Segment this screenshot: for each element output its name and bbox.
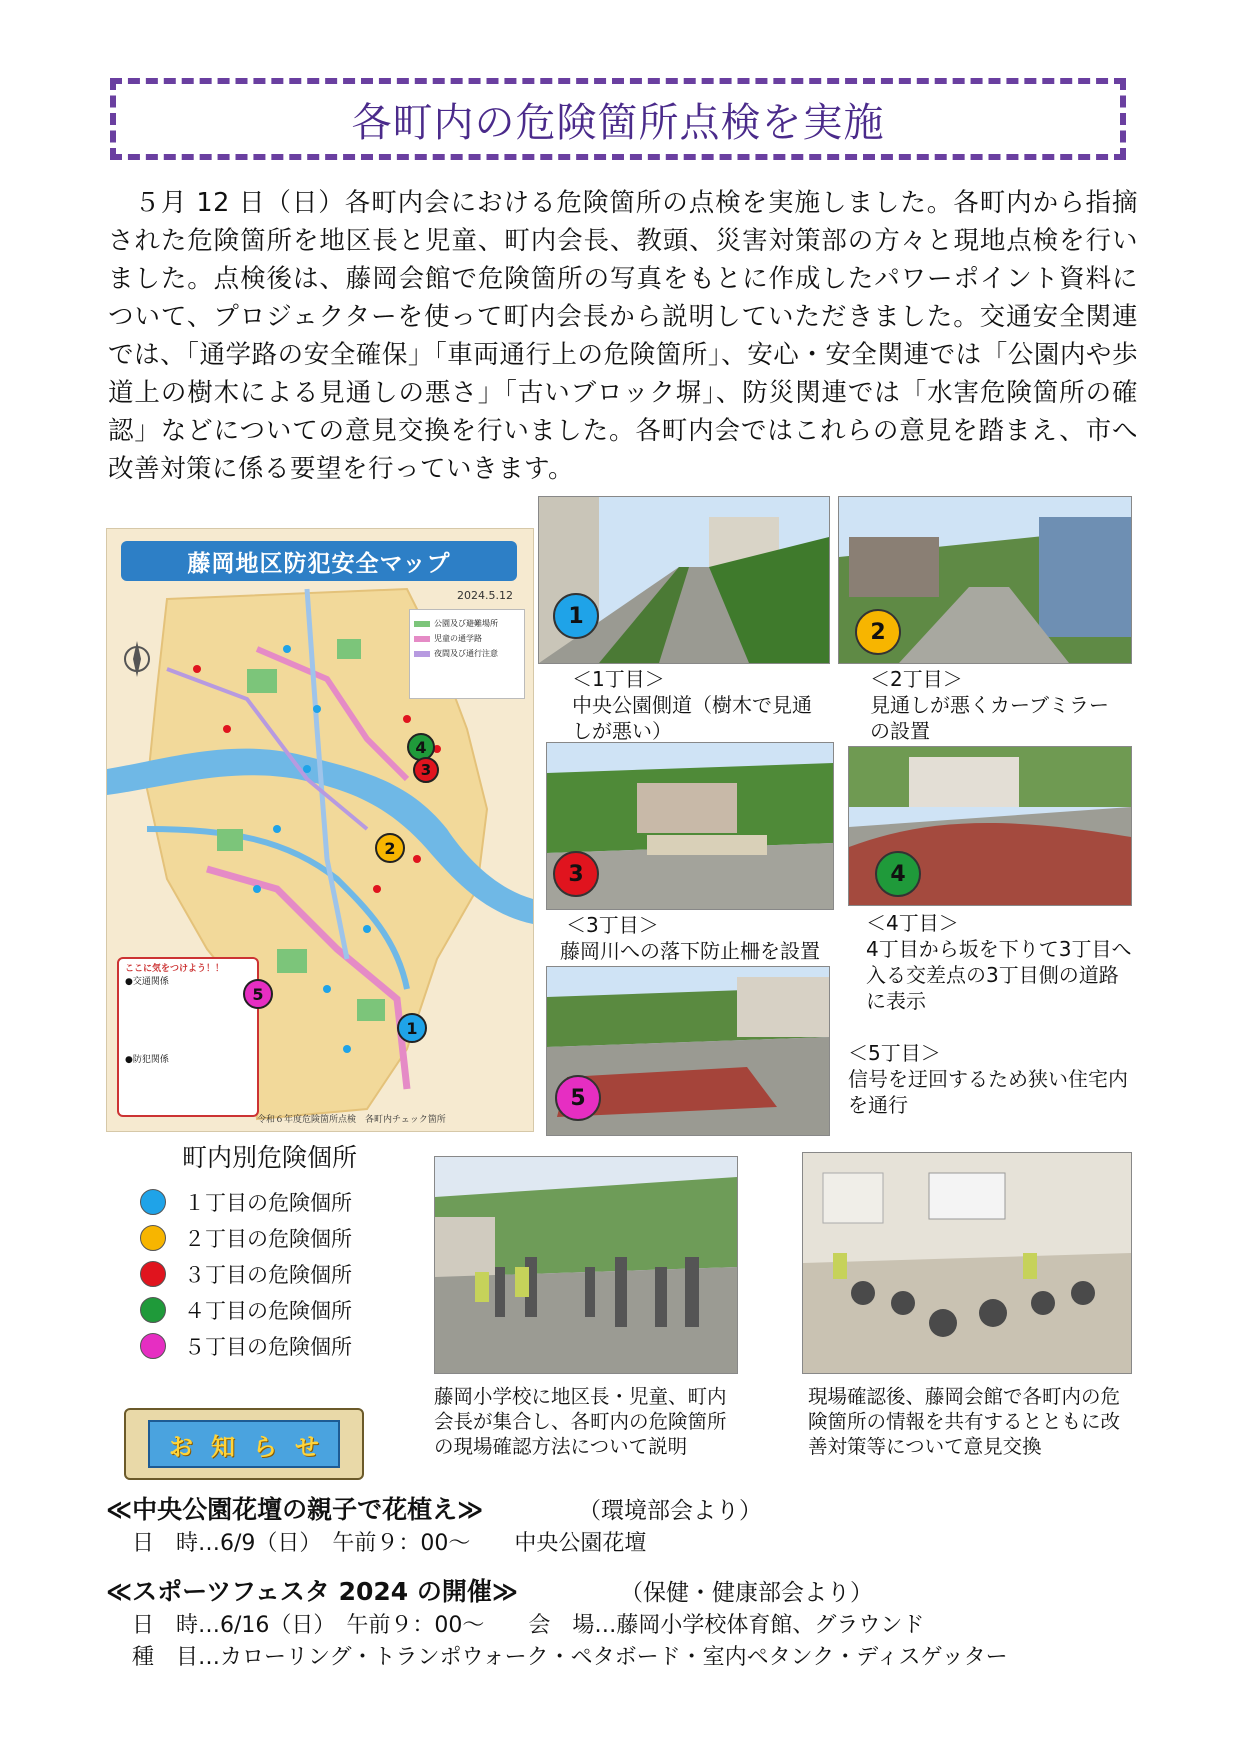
map-date: 2024.5.12: [457, 589, 513, 602]
photo-marker-5: 5: [555, 1075, 601, 1121]
legend-dot-icon: [140, 1225, 166, 1251]
danger-legend-item: ３丁目の危険個所: [140, 1256, 352, 1292]
event-detail-sports-items: 種 目…カローリング・トランポウォーク・ペタボード・室内ペタンク・ディスゲッター: [132, 1645, 1008, 1670]
map-marker-2: 2: [375, 833, 405, 863]
map-marker-4: 4: [407, 733, 435, 761]
danger-legend-title: 町内別危険個所: [182, 1143, 358, 1172]
danger-legend-item: ４丁目の危険個所: [140, 1292, 352, 1328]
legend-dot-icon: [140, 1261, 166, 1287]
event-photo-hall: [802, 1152, 1132, 1374]
photo-marker-1: 1: [553, 593, 599, 639]
photo-2: [838, 496, 1132, 664]
page-title: 各町内の危険箇所点検を実施: [351, 99, 885, 146]
event-photo-caption-hall: 現場確認後、藤岡会館で各町内の危険箇所の情報を共有するとともに改善対策等について意見交換: [808, 1385, 1121, 1458]
photo-caption-4: 4丁目から坂を下りて3丁目へ入る交差点の3丁目側の道路に表示: [866, 937, 1132, 1013]
danger-legend-list: [140, 1184, 352, 1364]
danger-legend-item: ２丁目の危険個所: [140, 1220, 352, 1256]
map-caution-item: ●防犯関係: [125, 1055, 169, 1065]
event-title-flower: ≪中央公園花壇の親子で花植え≫: [106, 1495, 484, 1524]
photo-5: [546, 966, 830, 1136]
event-source-sports: （保健・健康部会より）: [620, 1580, 873, 1606]
danger-legend-item: １丁目の危険個所: [140, 1184, 352, 1220]
photo-caption-3: 藤岡川への落下防止柵を設置: [560, 939, 820, 963]
photo-marker-3: 3: [553, 851, 599, 897]
notice-banner-inner: お 知 ら せ: [148, 1420, 340, 1468]
photo-heading-3: ＜3丁目＞: [566, 913, 659, 937]
photo-marker-2: 2: [855, 609, 901, 655]
map-caution-title: ここに気をつけよう！！: [125, 964, 225, 974]
photo-marker-4: 4: [875, 851, 921, 897]
notice-banner: [124, 1408, 364, 1480]
safety-map: [106, 528, 534, 1132]
event-detail-sports-time: 日 時…6/16（日） 午前９：00～ 会 場…藤岡小学校体育館、グラウンド: [132, 1613, 925, 1638]
photo-1: [538, 496, 830, 664]
map-marker-5: 5: [243, 979, 273, 1009]
map-marker-3: 3: [413, 757, 439, 783]
photo-caption-2: 見通しが悪くカーブミラーの設置: [870, 693, 1109, 743]
event-title-sports: ≪スポーツフェスタ 2024 の開催≫: [106, 1577, 519, 1606]
map-caution-box: [117, 957, 259, 1117]
map-caution-item: ●交通関係: [125, 977, 169, 987]
legend-dot-icon: [140, 1333, 166, 1359]
map-legend: [409, 609, 525, 699]
legend-dot-icon: [140, 1189, 166, 1215]
event-photo-caption-school: 藤岡小学校に地区長・児童、町内会長が集合し、各町内の危険箇所の現場確認方法について説明: [434, 1385, 727, 1458]
event-source-flower: （環境部会より）: [578, 1498, 762, 1524]
event-photo-school: [434, 1156, 738, 1374]
map-legend-item: 夜間及び通行注意: [414, 648, 520, 659]
photo-heading-1: ＜1丁目＞: [572, 667, 665, 691]
photo-4: [848, 746, 1132, 906]
photo-3: [546, 742, 834, 910]
legend-dot-icon: [140, 1297, 166, 1323]
photo-caption-1: 中央公園側道（樹木で見通しが悪い）: [572, 693, 812, 743]
map-marker-1: 1: [397, 1013, 427, 1043]
event-detail-flower: 日 時…6/9（日） 午前９：00～ 中央公園花壇: [132, 1531, 647, 1556]
photo-heading-4: ＜4丁目＞: [866, 911, 959, 935]
photo-caption-5: 信号を迂回するため狭い住宅内を通行: [848, 1067, 1128, 1117]
map-title: 藤岡地区防犯安全マップ: [121, 541, 517, 581]
map-legend-item: 児童の通学路: [414, 633, 520, 644]
photo-heading-2: ＜2丁目＞: [870, 667, 963, 691]
map-legend-item: 公園及び避難場所: [414, 618, 520, 629]
danger-legend-item: ５丁目の危険個所: [140, 1328, 352, 1364]
photo-heading-5: ＜5丁目＞: [848, 1041, 941, 1065]
intro-text: ５月 12 日（日）各町内会における危険箇所の点検を実施しました。各町内から指摘された危険箇所を地区長と児童、町内会長、教頭、災害対策部の方々と現地点検を行いました。点検後は、藤岡会館で危険箇所の写真をもとに作成したパワーポイント資料について、プロジェクターを使って町内会長から説明していただきました。交通安全関連では、「通学路の安全確保」「車両通行上の危険箇所」、安心・安全関連では「公園内や歩道上の樹木による見通しの悪さ」「古いブロック塀」、防災関連では「水害危険箇所の確認」などについての意見交換を行いました。各町内会ではこれらの意見を踏まえ、市へ改善対策に係る要望を行っていきます。: [108, 188, 1138, 484]
title-box: [110, 78, 1126, 160]
map-footer: 令和６年度危険箇所点検 各町内チェック箇所: [257, 1115, 446, 1125]
